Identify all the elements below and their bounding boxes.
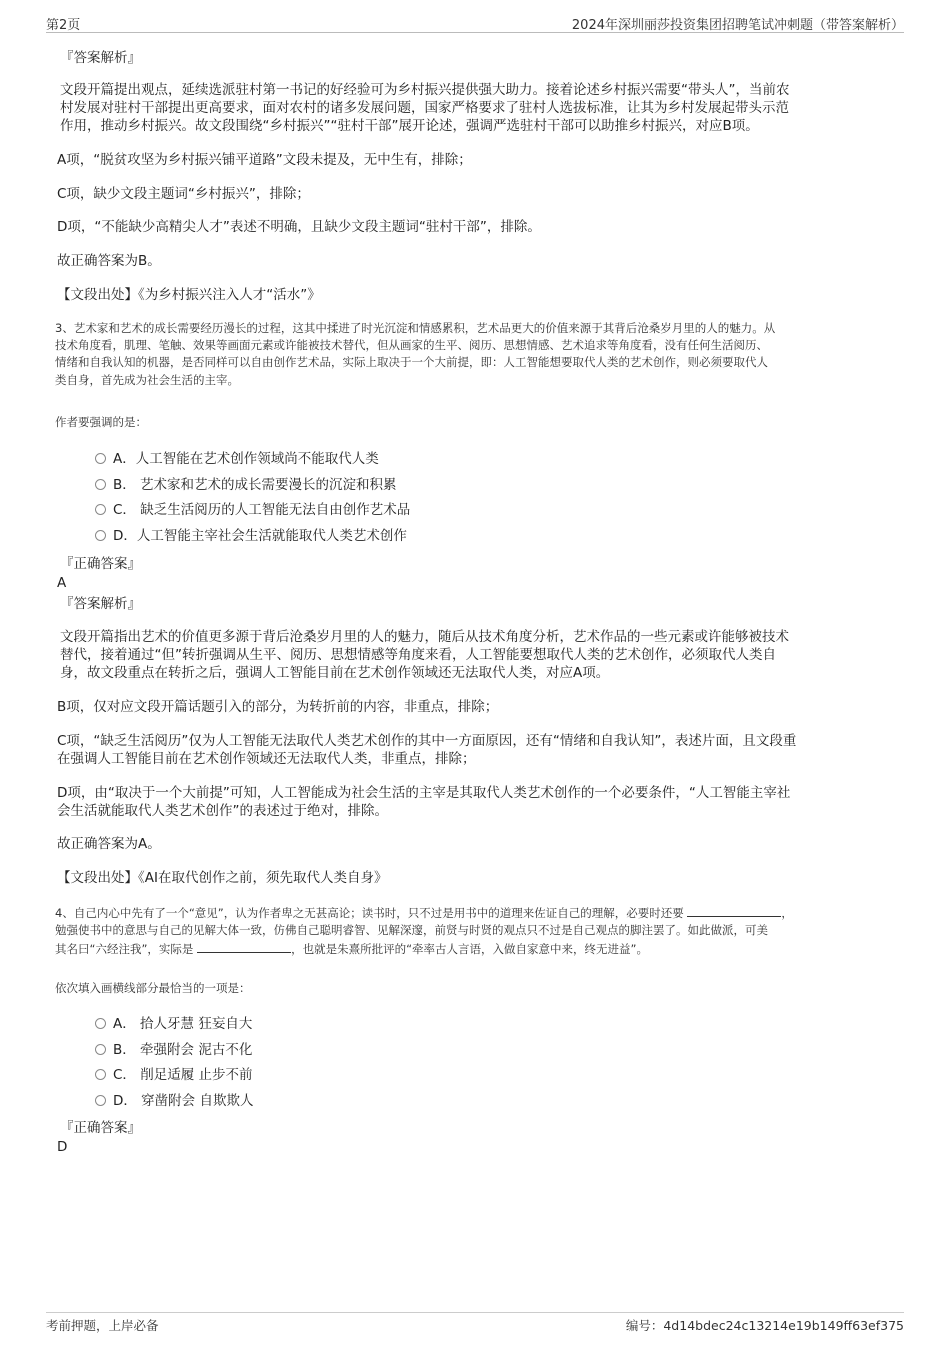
q3-analysis-line1: 文段开篇指出艺术的价值更多源于背后沧桑岁月里的人的魅力，随后从技术角度分析，艺术作品的一些元素或许能够被技术 bbox=[60, 629, 789, 645]
page-footer bbox=[46, 1312, 904, 1335]
radio-icon[interactable] bbox=[95, 453, 106, 464]
q2-source: 【文段出处】《为乡村振兴注入人才“活水”》 bbox=[57, 287, 321, 303]
q4-prompt: 依次填入画横线部分最恰当的一项是： bbox=[55, 981, 251, 995]
page-number: 第2页 bbox=[46, 18, 81, 33]
radio-icon[interactable] bbox=[95, 1095, 106, 1106]
q4-option-d[interactable]: D． 穿凿附会 自欺欺人 bbox=[95, 1092, 253, 1110]
q2-option-d-analysis: D项，“不能缺少高精尖人才”表述不明确，且缺少文段主题词“驻村干部”，排除。 bbox=[57, 219, 541, 235]
q3-prompt: 作者要强调的是： bbox=[55, 415, 147, 429]
document-id: 编号：4d14bdec24c13214e19b149ff63ef375 bbox=[625, 1318, 904, 1333]
q3-option-b-analysis: B项，仅对应文段开篇话题引入的部分，为转折前的内容，非重点，排除； bbox=[57, 699, 499, 715]
q2-conclusion: 故正确答案为B。 bbox=[57, 253, 161, 269]
radio-icon[interactable] bbox=[95, 504, 106, 515]
q4-stem-line2: 勉强使书中的意思与自己的见解大体一致，仿佛自己聪明睿智、见解深邃，前贤与时贤的观点只不过是自己观点的脚注罢了。如此做派，可美 bbox=[55, 923, 768, 937]
q3-stem-line1: 3、艺术家和艺术的成长需要经历漫长的过程，这其中揉进了时光沉淀和情感累积，艺术品更大的价值来源于其背后沧桑岁月里的人的魅力。从 bbox=[55, 321, 776, 335]
q2-analysis-line3: 作用，推动乡村振兴。故文段围绕“乡村振兴”“驻村干部”展开论述，强调严选驻村干部可以助推乡村振兴，对应B项。 bbox=[60, 118, 759, 134]
fill-blank-1 bbox=[687, 904, 781, 917]
radio-icon[interactable] bbox=[95, 530, 106, 541]
q3-option-a[interactable]: A．人工智能在艺术创作领域尚不能取代人类 bbox=[95, 450, 379, 468]
q3-stem-line3: 情绪和自我认知的机器，是否同样可以自由创作艺术品，实际上取决于一个大前提，即：人工智能想要取代人类的艺术创作，则必须要取代人 bbox=[55, 355, 768, 369]
q3-option-d-analysis-line1: D项，由“取决于一个大前提”可知，人工智能成为社会生活的主宰是其取代人类艺术创作的一个必要条件，“人工智能主宰社 bbox=[57, 785, 791, 801]
radio-icon[interactable] bbox=[95, 1069, 106, 1080]
q3-option-c-analysis-line1: C项，“缺乏生活阅历”仅为人工智能无法取代人类艺术创作的其中一方面原因，还有“情绪和自我认知”，表述片面，且文段重 bbox=[57, 733, 797, 749]
q4-answer: D bbox=[57, 1139, 68, 1155]
q3-stem-line4: 类自身，首先成为社会生活的主宰。 bbox=[55, 373, 239, 387]
q3-option-d-analysis-line2: 会生活就能取代人类艺术创作”的表述过于绝对，排除。 bbox=[57, 803, 388, 819]
q3-option-b[interactable]: B． 艺术家和艺术的成长需要漫长的沉淀和积累 bbox=[95, 476, 397, 494]
footer-slogan: 考前押题，上岸必备 bbox=[46, 1318, 159, 1333]
q2-analysis-line1: 文段开篇提出观点，延续选派驻村第一书记的好经验可为乡村振兴提供强大助力。接着论述乡村振兴需要“带头人”，当前农 bbox=[60, 82, 790, 98]
q3-answer: A bbox=[57, 575, 67, 591]
document-title: 2024年深圳丽莎投资集团招聘笔试冲刺题（带答案解析） bbox=[571, 18, 904, 33]
q2-analysis-line2: 村发展对驻村干部提出更高要求，面对农村的诸多发展问题，国家严格要求了驻村人选拔标准，让其为乡村发展起带头示范 bbox=[60, 100, 789, 116]
radio-icon[interactable] bbox=[95, 1044, 106, 1055]
q3-option-c-analysis-line2: 在强调人工智能目前在艺术创作领域还无法取代人类，非重点，排除； bbox=[57, 751, 476, 767]
q3-analysis-line3: 身，故文段重点在转折之后，强调人工智能目前在艺术创作领域还无法取代人类，对应A项。 bbox=[60, 665, 610, 681]
radio-icon[interactable] bbox=[95, 1018, 106, 1029]
q4-answer-label: 『正确答案』 bbox=[60, 1120, 141, 1136]
q2-option-c-analysis: C项，缺少文段主题词“乡村振兴”，排除； bbox=[57, 186, 310, 202]
q3-option-c[interactable]: C． 缺乏生活阅历的人工智能无法自由创作艺术品 bbox=[95, 501, 410, 519]
q4-option-b[interactable]: B． 牵强附会 泥古不化 bbox=[95, 1041, 252, 1059]
q3-source: 【文段出处】《AI在取代创作之前，须先取代人类自身》 bbox=[57, 870, 388, 886]
q3-stem-line2: 技术角度看，肌理、笔触、效果等画面元素或许能被技术替代，但从画家的生平、阅历、思想情感、艺术追求等角度看，没有任何生活阅历、 bbox=[55, 338, 768, 352]
q3-analysis-line2: 替代，接着通过“但”转折强调从生平、阅历、思想情感等角度来看，人工智能要想取代人类的艺术创作，必须取代人类自 bbox=[60, 647, 776, 663]
q4-stem-line3: 其名曰“六经注我”，实际是 ，也就是朱熹所批评的“牵率古人言语，入做自家意中来，终无进益”。 bbox=[55, 942, 648, 956]
page-header bbox=[46, 12, 904, 33]
q3-analysis-label: 『答案解析』 bbox=[60, 596, 141, 612]
fill-blank-2 bbox=[197, 940, 291, 953]
q4-option-a[interactable]: A． 拾人牙慧 狂妄自大 bbox=[95, 1015, 252, 1033]
q4-option-c[interactable]: C． 削足适履 止步不前 bbox=[95, 1066, 253, 1084]
q2-option-a-analysis: A项，“脱贫攻坚为乡村振兴铺平道路”文段未提及，无中生有，排除； bbox=[57, 152, 472, 168]
q3-conclusion: 故正确答案为A。 bbox=[57, 836, 161, 852]
q3-answer-label: 『正确答案』 bbox=[60, 556, 141, 572]
q3-option-d[interactable]: D．人工智能主宰社会生活就能取代人类艺术创作 bbox=[95, 527, 407, 545]
q4-stem-line1: 4、自己内心中先有了一个“意见”，认为作者卑之无甚高论；读书时，只不过是用书中的道理来佐证自己的理解，必要时还要 ， bbox=[55, 906, 793, 920]
radio-icon[interactable] bbox=[95, 479, 106, 490]
q2-analysis-label: 『答案解析』 bbox=[60, 50, 141, 66]
